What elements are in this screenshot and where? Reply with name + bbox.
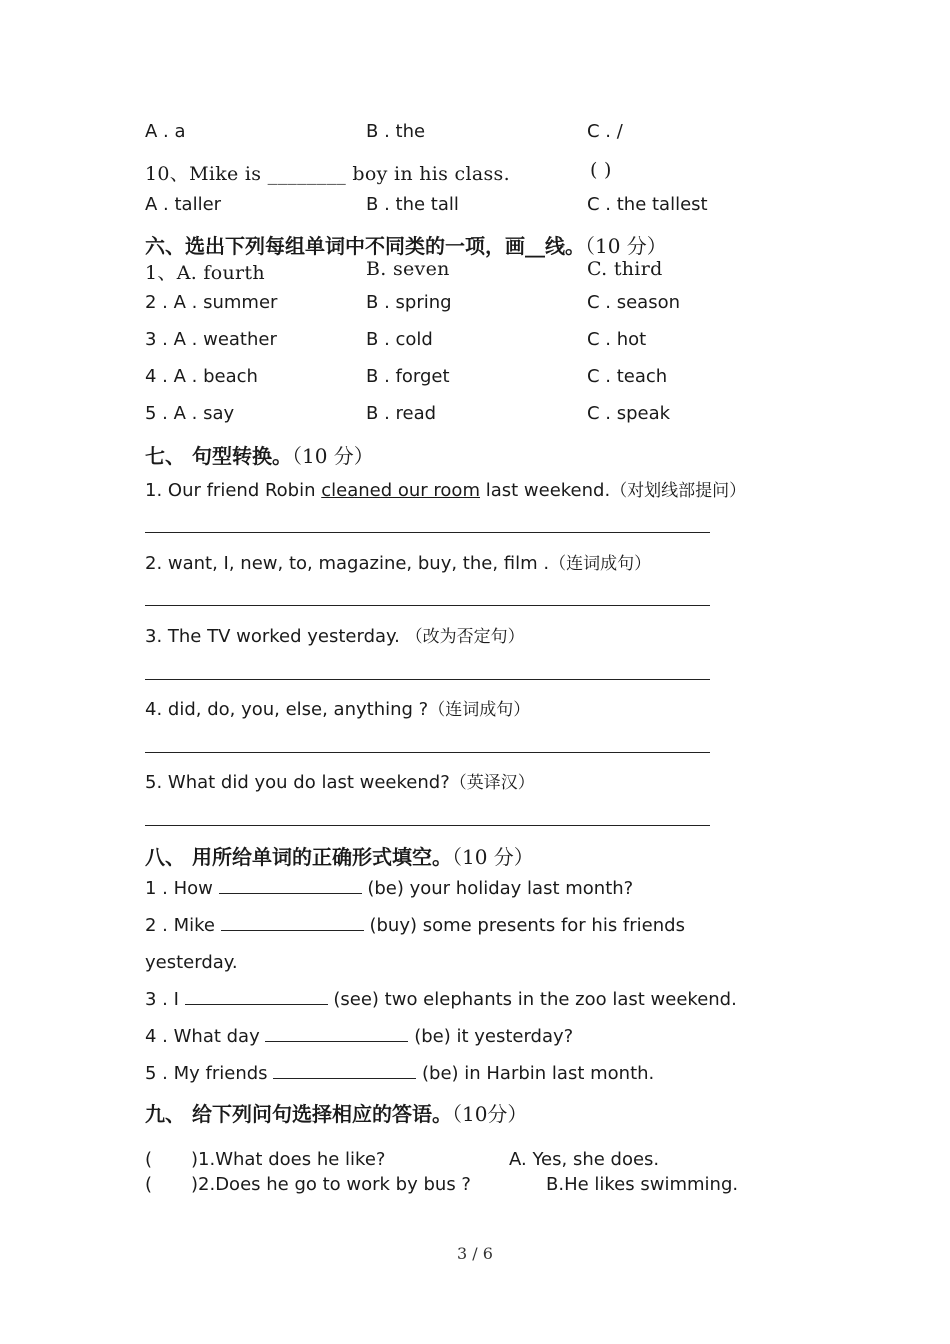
section9-row-2-question: )2.Does he go to work by bus ? [191,1174,471,1195]
section9-row-1-answer: A. Yes, she does. [509,1149,660,1170]
section6-row-1-a: 1、A. fourth [145,262,265,284]
section8-item-2-text: 2 . Mike [145,915,221,936]
section6-row-3-c: C . hot [587,329,647,350]
section7-answer-line-4[interactable] [145,752,710,753]
section9-row-1 [145,1149,385,1170]
section9-heading [145,1098,527,1127]
section8-item-3-text: 3 . I [145,989,185,1010]
q10-option-c: C . the tallest [587,194,708,215]
section6-row-2-a: 2 . A . summer [145,292,278,313]
section9-title: 九、 给下列问句选择相应的答语。 [145,1102,452,1126]
q9-option-b: B . the [366,121,426,142]
section7-item-1-text: 1. Our friend Robin [145,480,322,501]
section7-item-4-text: 4. did, do, you, else, anything ? [145,699,429,720]
section6-points: （10 分） [585,234,667,258]
section7-item-3-text: 3. The TV worked yesterday. [145,626,406,647]
section9-row-2-bracket[interactable]: ( [145,1174,153,1195]
section6-heading [145,230,667,259]
section6-row-2-c: C . season [587,292,681,313]
section8-item-2-blank[interactable] [221,914,364,931]
section8-points: （10 分） [451,845,534,869]
q10-option-b: B . the tall [366,194,459,215]
section7-answer-line-2[interactable] [145,605,710,606]
section6-row-3-a: 3 . A . weather [145,329,277,350]
q10-stem: 10、Mike is ________ boy in his class. [145,163,510,185]
section8-item-5-text: 5 . My friends [145,1063,274,1084]
section7-item-5-note: （英译汉） [449,773,535,793]
section8-item-3 [145,988,737,1010]
section6-row-2-b: B . spring [366,292,452,313]
section7-answer-line-5[interactable] [145,825,710,826]
section8-item-1-text-end: (be) your holiday last month? [361,878,634,899]
section6-row-4-c: C . teach [587,366,668,387]
section7-item-3 [145,622,525,647]
section7-title: 七、 句型转换。 [145,444,292,468]
section8-item-5 [145,1062,654,1084]
section9-points: （10分） [451,1102,528,1126]
q9-option-c: C . / [587,121,623,142]
section6-title: 六、选出下列每组单词中不同类的一项，画__线。 [145,234,585,258]
section7-item-5 [145,768,535,793]
section8-item-1-blank[interactable] [219,877,362,894]
section9-row-2 [145,1174,471,1195]
section8-item-2 [145,914,685,936]
section8-item-4-blank[interactable] [265,1025,408,1042]
section7-item-4 [145,695,530,720]
section8-heading [145,841,534,870]
section8-item-3-text-end: (see) two elephants in the zoo last weekend. [327,989,737,1010]
section8-item-2-continued: yesterday. [145,952,238,973]
section7-item-1-note: （对划线部提问） [610,481,747,501]
section6-row-4-b: B . forget [366,366,450,387]
section9-row-1-question: )1.What does he like? [191,1149,386,1170]
section7-item-1-underlined: cleaned our room [321,480,480,501]
q10-option-a: A . taller [145,194,222,215]
section6-row-3-b: B . cold [366,329,433,350]
section8-item-1-text: 1 . How [145,878,219,899]
section7-item-2 [145,549,651,574]
section8-item-1 [145,877,633,899]
section7-answer-line-3[interactable] [145,679,710,680]
section7-item-1 [145,476,746,501]
section6-row-5-a: 5 . A . say [145,403,235,424]
section7-item-5-text: 5. What did you do last weekend? [145,772,450,793]
section6-row-5-c: C . speak [587,403,671,424]
section7-item-4-note: （连词成句） [428,700,531,720]
section9-row-2-answer: B.He likes swimming. [546,1174,739,1195]
q9-option-a: A . a [145,121,186,142]
page-number: 3 / 6 [457,1244,493,1263]
section7-item-1-text-end: last weekend. [479,480,611,501]
section8-item-4-text: 4 . What day [145,1026,266,1047]
section6-row-5-b: B . read [366,403,437,424]
section6-row-1-b: B. seven [366,258,450,280]
section7-item-2-note: （连词成句） [549,554,652,574]
section6-row-4-a: 4 . A . beach [145,366,258,387]
q10-answer-bracket: ( ) [590,159,612,181]
section8-item-4-text-end: (be) it yesterday? [408,1026,574,1047]
section8-item-2-text-end: (buy) some presents for his friends [363,915,685,936]
section7-heading [145,440,374,469]
section6-row-1-c: C. third [587,258,663,280]
section7-points: （10 分） [291,444,374,468]
section7-item-2-text: 2. want, I, new, to, magazine, buy, the, film . [145,553,550,574]
section9-row-1-bracket[interactable]: ( [145,1149,153,1170]
section8-item-5-blank[interactable] [273,1062,416,1079]
section8-title: 八、 用所给单词的正确形式填空。 [145,845,452,869]
section8-item-5-text-end: (be) in Harbin last month. [416,1063,655,1084]
section8-item-3-blank[interactable] [185,988,328,1005]
section8-item-4 [145,1025,573,1047]
section7-item-3-note: （改为否定句） [405,627,525,647]
section7-answer-line-1[interactable] [145,532,710,533]
